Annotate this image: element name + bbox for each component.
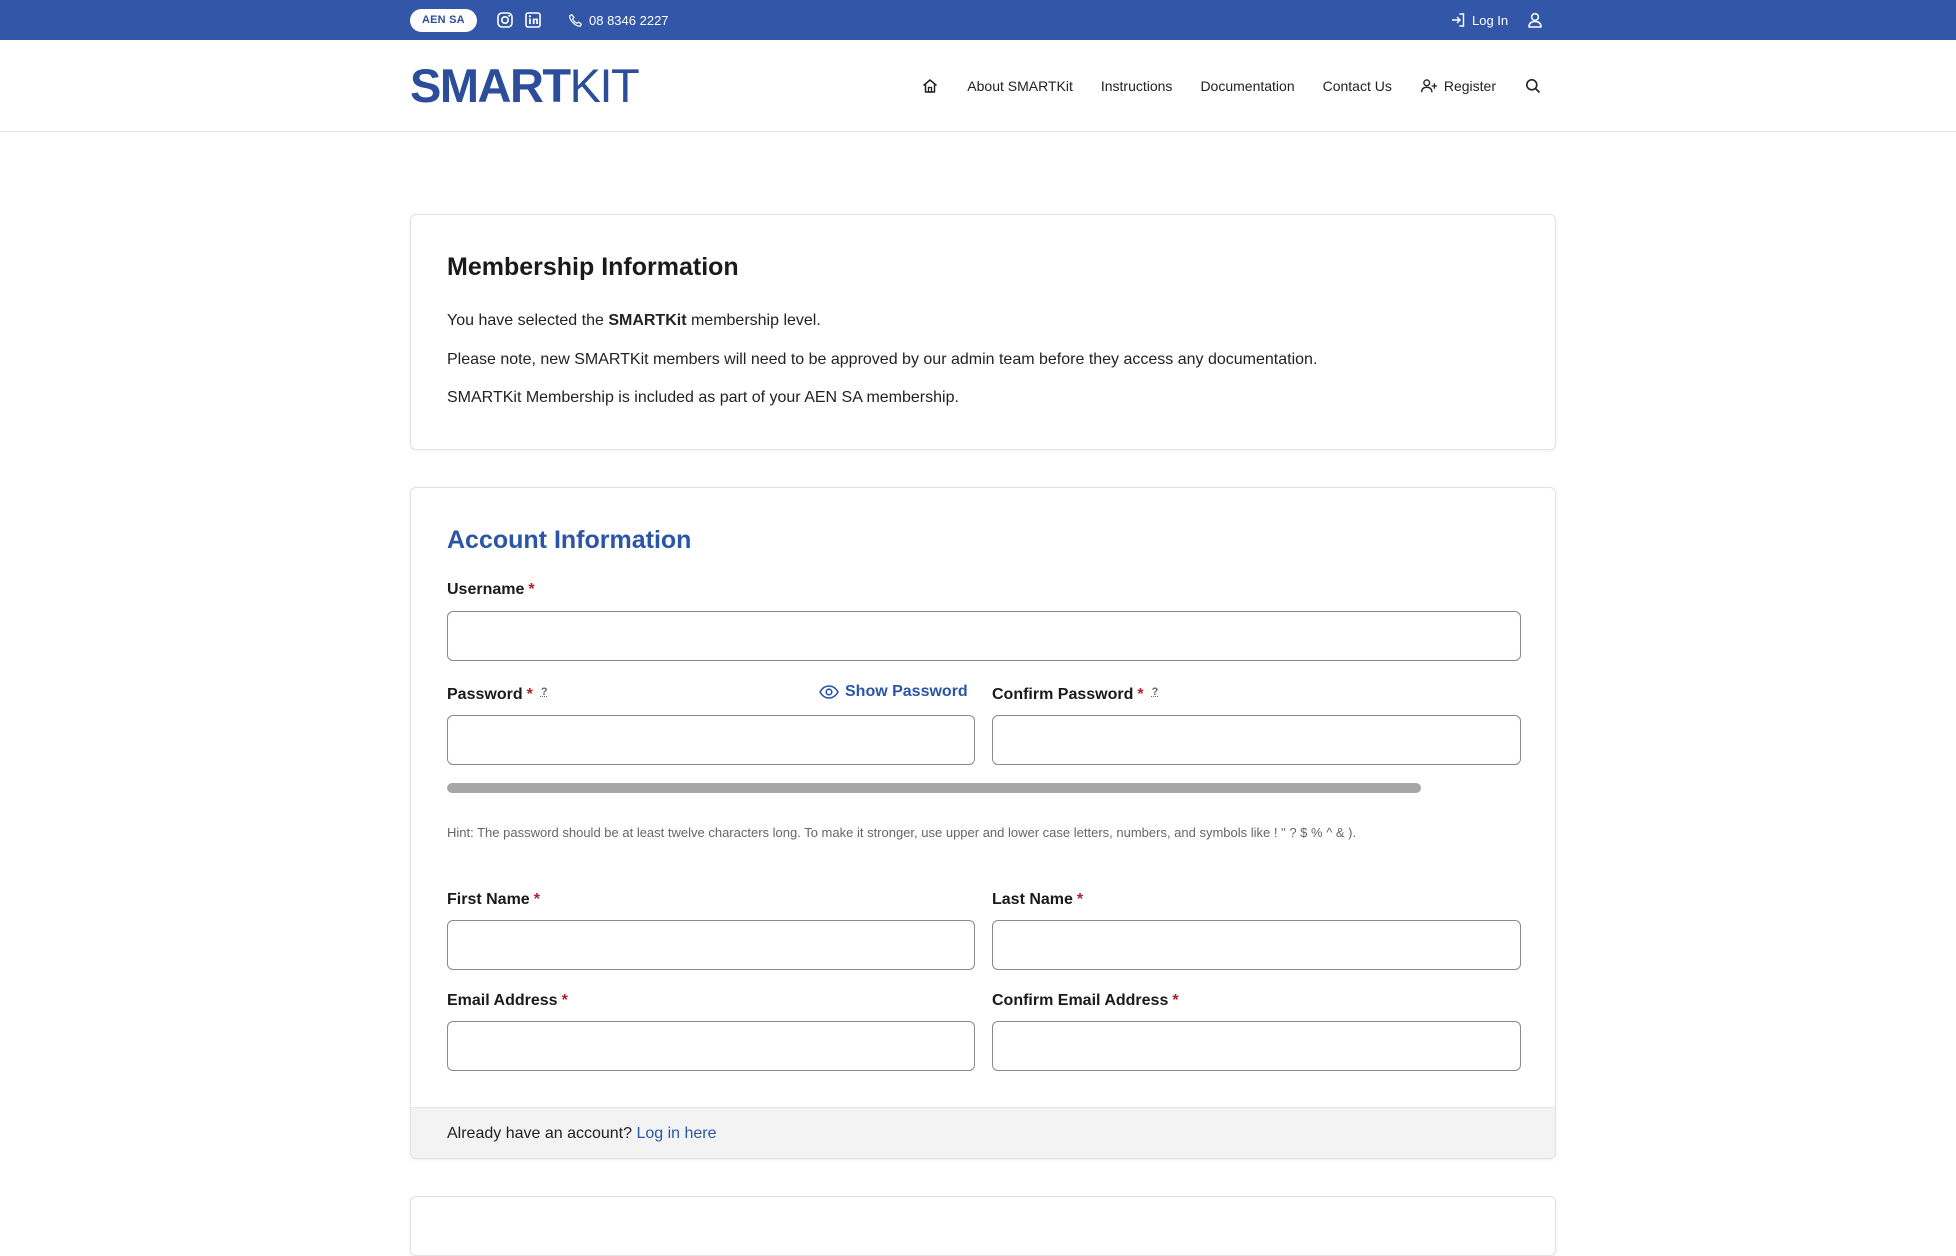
nav-instructions[interactable]: Instructions — [1100, 78, 1173, 94]
phone-number: 08 8346 2227 — [589, 12, 669, 28]
email-label-text: Email Address — [447, 992, 558, 1009]
username-input[interactable] — [447, 611, 1521, 661]
confirm-password-input[interactable] — [992, 715, 1521, 765]
last-name-input[interactable] — [992, 920, 1521, 970]
login-prompt-strip — [411, 1107, 1556, 1159]
required-mark: * — [533, 891, 540, 908]
username-label-text: Username — [447, 581, 525, 598]
top-login-link[interactable] — [1450, 11, 1508, 29]
required-mark: * — [526, 686, 533, 703]
nav-contact[interactable]: Contact Us — [1322, 78, 1392, 94]
approval-note: Please note, new SMARTKit members will need to be approved by our admin team before they access any documentation. — [447, 351, 1318, 368]
nav-register[interactable] — [1406, 74, 1510, 98]
membership-title: Membership Information — [447, 253, 739, 281]
membership-line1-post: membership level. — [686, 312, 821, 329]
first-name-label — [447, 891, 540, 909]
email-label — [447, 992, 568, 1010]
nav-register-label: Register — [1443, 78, 1496, 94]
aen-sa-badge[interactable]: AEN SA — [410, 9, 477, 32]
required-mark: * — [1172, 992, 1179, 1009]
smartkit-logo[interactable] — [410, 60, 638, 112]
login-icon — [1450, 12, 1466, 28]
required-mark: * — [528, 581, 535, 598]
nav-about[interactable]: About SMARTKit — [967, 78, 1073, 94]
linkedin-icon[interactable] — [524, 11, 542, 29]
membership-card — [410, 214, 1556, 450]
search-icon — [1524, 77, 1542, 95]
membership-line1-pre: You have selected the — [447, 312, 609, 329]
user-icon[interactable] — [1526, 11, 1544, 29]
confirm-email-label — [992, 992, 1179, 1010]
account-title: Account Information — [447, 526, 692, 554]
confirm-password-label-text: Confirm Password — [992, 686, 1134, 703]
login-label: Log In — [1472, 12, 1509, 28]
membership-level-name: SMARTKit — [608, 312, 687, 329]
phone-icon — [568, 13, 583, 28]
password-label — [447, 686, 548, 704]
membership-included-note: SMARTKit Membership is included as part of your AEN SA membership. — [447, 389, 959, 406]
show-password-toggle[interactable] — [819, 683, 968, 701]
confirm-password-help[interactable]: ? — [1151, 686, 1159, 698]
show-password-label: Show Password — [845, 683, 968, 700]
next-section-card — [410, 1196, 1556, 1256]
user-plus-icon — [1420, 77, 1438, 95]
site-header — [0, 40, 1956, 132]
password-hint: Hint: The password should be at least twelve characters long. To make it stronger, use upper and lower case letters, numbers, and symbols like ! " ? $ % ^ & ). — [447, 825, 1357, 840]
nav-home[interactable] — [907, 77, 953, 95]
phone-link[interactable] — [568, 11, 669, 29]
account-card — [410, 487, 1556, 1159]
confirm-password-label — [992, 686, 1158, 704]
nav-documentation[interactable]: Documentation — [1200, 78, 1295, 94]
home-icon — [921, 77, 939, 95]
username-label — [447, 581, 535, 599]
email-input[interactable] — [447, 1021, 975, 1071]
login-prompt — [447, 1125, 717, 1143]
login-prompt-text: Already have an account? — [447, 1125, 633, 1142]
first-name-label-text: First Name — [447, 891, 530, 908]
password-help[interactable]: ? — [540, 686, 548, 698]
instagram-icon[interactable] — [496, 11, 514, 29]
password-input[interactable] — [447, 715, 975, 765]
main-nav — [907, 74, 1556, 98]
first-name-input[interactable] — [447, 920, 975, 970]
required-mark: * — [561, 992, 568, 1009]
top-bar — [0, 0, 1956, 40]
login-here-link[interactable]: Log in here — [636, 1125, 717, 1142]
required-mark: * — [1137, 686, 1144, 703]
logo-light: KIT — [569, 59, 639, 112]
last-name-label-text: Last Name — [992, 891, 1073, 908]
nav-search[interactable] — [1510, 77, 1556, 95]
password-strength-meter — [447, 783, 1421, 793]
required-mark: * — [1076, 891, 1084, 908]
confirm-email-label-text: Confirm Email Address — [992, 992, 1169, 1009]
membership-level-text — [447, 312, 821, 330]
password-label-text: Password — [447, 686, 523, 703]
confirm-email-input[interactable] — [992, 1021, 1521, 1071]
eye-icon — [819, 685, 839, 699]
last-name-label — [992, 891, 1083, 909]
logo-bold: SMART — [410, 59, 570, 112]
